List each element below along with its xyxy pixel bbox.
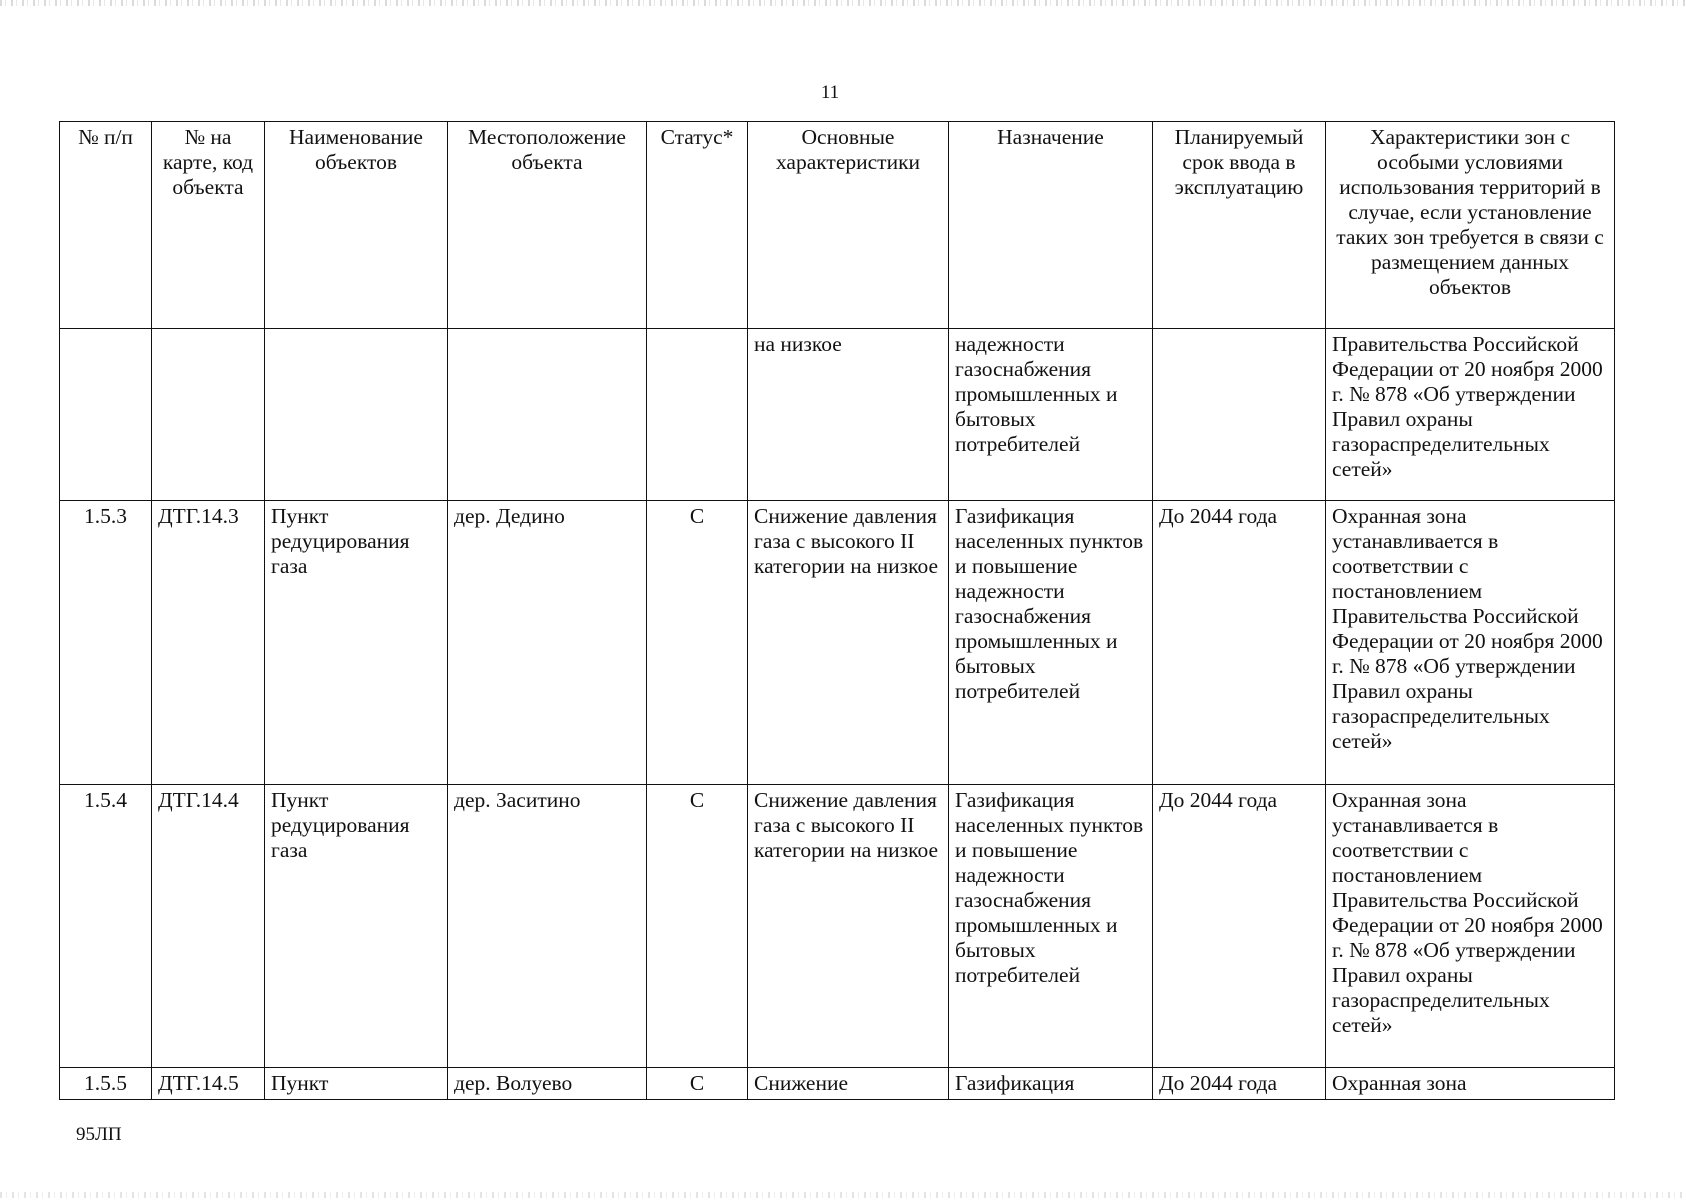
- cell-name: Пункт редуцирования газа: [265, 785, 448, 1068]
- header-term: Планируемый срок ввода в эксплуатацию: [1153, 122, 1326, 329]
- cell-status: С: [647, 785, 748, 1068]
- cell-status: [647, 329, 748, 501]
- cell-status: С: [647, 501, 748, 785]
- header-num: № п/п: [60, 122, 152, 329]
- cell-num: 1.5.3: [60, 501, 152, 785]
- cell-num: 1.5.5: [60, 1068, 152, 1100]
- cell-code: ДТГ.14.3: [152, 501, 265, 785]
- cell-purpose: Газификация: [949, 1068, 1153, 1100]
- cell-characteristics: Снижение давления газа с высокого II категории на низкое: [748, 501, 949, 785]
- cell-term: [1153, 329, 1326, 501]
- cell-zones: Охранная зона устанавливается в соответствии с постановлением Правительства Российской Федерации от 20 ноября 2000 г. № 878 «Об утверждении Правил охраны газораспределительных сетей»: [1326, 501, 1615, 785]
- table-row: [60, 1068, 1615, 1100]
- cell-name: Пункт редуцирования газа: [265, 501, 448, 785]
- table-header-row: [60, 122, 1615, 329]
- header-location: Местоположение объекта: [448, 122, 647, 329]
- header-zones: Характеристики зон с особыми условиями использования территорий в случае, если установление таких зон требуется в связи с размещением данных объектов: [1326, 122, 1615, 329]
- cell-purpose: надежности газоснабжения промышленных и бытовых потребителей: [949, 329, 1153, 501]
- cell-characteristics: Снижение: [748, 1068, 949, 1100]
- header-code: № на карте, код объекта: [152, 122, 265, 329]
- cell-location: дер. Волуево: [448, 1068, 647, 1100]
- header-name: Наименование объектов: [265, 122, 448, 329]
- table-row: [60, 785, 1615, 1068]
- cell-num: [60, 329, 152, 501]
- cell-term: До 2044 года: [1153, 785, 1326, 1068]
- cell-characteristics: Снижение давления газа с высокого II категории на низкое: [748, 785, 949, 1068]
- cell-status: С: [647, 1068, 748, 1100]
- cell-characteristics: на низкое: [748, 329, 949, 501]
- table-row: [60, 329, 1615, 501]
- footer-document-code: 95ЛП: [76, 1124, 122, 1145]
- cell-name: Пункт: [265, 1068, 448, 1100]
- cell-purpose: Газификация населенных пунктов и повышение надежности газоснабжения промышленных и бытовых потребителей: [949, 501, 1153, 785]
- cell-num: 1.5.4: [60, 785, 152, 1068]
- cell-purpose: Газификация населенных пунктов и повышение надежности газоснабжения промышленных и бытовых потребителей: [949, 785, 1153, 1068]
- header-characteristics: Основные характеристики: [748, 122, 949, 329]
- scan-edge-top: [0, 0, 1686, 6]
- cell-term: До 2044 года: [1153, 501, 1326, 785]
- cell-location: [448, 329, 647, 501]
- cell-code: ДТГ.14.4: [152, 785, 265, 1068]
- objects-table: [59, 121, 1615, 1100]
- cell-location: дер. Заситино: [448, 785, 647, 1068]
- cell-term: До 2044 года: [1153, 1068, 1326, 1100]
- cell-code: [152, 329, 265, 501]
- table-row: [60, 501, 1615, 785]
- header-purpose: Назначение: [949, 122, 1153, 329]
- cell-zones: Правительства Российской Федерации от 20 ноября 2000 г. № 878 «Об утверждении Правил охраны газораспределительных сетей»: [1326, 329, 1615, 501]
- cell-name: [265, 329, 448, 501]
- cell-code: ДТГ.14.5: [152, 1068, 265, 1100]
- cell-zones: Охранная зона устанавливается в соответствии с постановлением Правительства Российской Федерации от 20 ноября 2000 г. № 878 «Об утверждении Правил охраны газораспределительных сетей»: [1326, 785, 1615, 1068]
- cell-location: дер. Дедино: [448, 501, 647, 785]
- cell-zones: Охранная зона: [1326, 1068, 1615, 1100]
- header-status: Статус*: [647, 122, 748, 329]
- scan-edge-bottom: [0, 1192, 1686, 1198]
- page-number: 11: [820, 82, 840, 103]
